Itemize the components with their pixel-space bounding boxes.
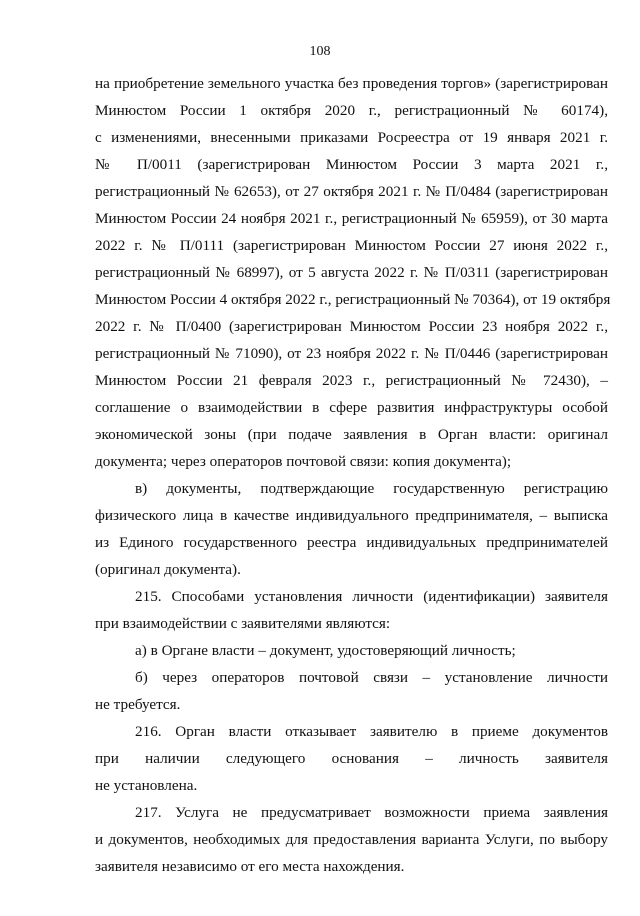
- text-line: 217. Услуга не предусматривает возможности приема заявления: [135, 804, 608, 821]
- text-line: Минюстом России 21 февраля 2023 г., регистрационный № 72430), –: [95, 372, 608, 389]
- text-line: 2022 г. № П/0400 (зарегистрирован Минюстом России 23 ноября 2022 г.,: [95, 318, 608, 335]
- text-line: регистрационный № 71090), от 23 ноября 2022 г. № П/0446 (зарегистрирован: [95, 345, 608, 362]
- text-line: физического лица в качестве индивидуального предпринимателя, – выписка: [95, 507, 608, 524]
- text-line: № П/0011 (зарегистрирован Минюстом России 3 марта 2021 г.,: [95, 156, 608, 173]
- text-line: (оригинал документа).: [95, 561, 241, 578]
- text-line: экономической зоны (при подаче заявления в Орган власти: оригинал: [95, 426, 608, 443]
- text-line: Минюстом России 4 октября 2022 г., регистрационный № 70364), от 19 октября: [95, 291, 611, 308]
- text-line: а) в Органе власти – документ, удостоверяющий личность;: [135, 642, 516, 659]
- text-line: и документов, необходимых для предоставления варианта Услуги, по выбору: [95, 831, 608, 848]
- text-line: при наличии следующего основания – личность заявителя: [95, 750, 608, 767]
- text-line: документа; через операторов почтовой связи: копия документа);: [95, 453, 512, 470]
- text-line: при взаимодействии с заявителями являются:: [95, 615, 391, 632]
- text-line: б) через операторов почтовой связи – установление личности: [135, 669, 608, 686]
- text-line: из Единого государственного реестра индивидуальных предпринимателей: [95, 534, 608, 551]
- text-line: регистрационный № 68997), от 5 августа 2022 г. № П/0311 (зарегистрирован: [95, 264, 608, 281]
- text-line: Минюстом России 24 ноября 2021 г., регистрационный № 65959), от 30 марта: [95, 210, 608, 227]
- text-line: не требуется.: [95, 696, 181, 713]
- text-line: 215. Способами установления личности (идентификации) заявителя: [135, 588, 608, 605]
- text-line: 2022 г. № П/0111 (зарегистрирован Минюстом России 27 июня 2022 г.,: [95, 237, 608, 254]
- text-line: в) документы, подтверждающие государственную регистрацию: [135, 480, 608, 497]
- text-line: 216. Орган власти отказывает заявителю в приеме документов: [135, 723, 608, 740]
- text-line: не установлена.: [95, 777, 198, 794]
- text-line: Минюстом России 1 октября 2020 г., регистрационный № 60174),: [95, 102, 608, 119]
- page-number: 108: [309, 44, 331, 59]
- text-line: соглашение о взаимодействии в сфере развития инфраструктуры особой: [95, 399, 608, 416]
- text-line: с изменениями, внесенными приказами Росреестра от 19 января 2021 г.: [95, 129, 608, 146]
- text-line: регистрационный № 62653), от 27 октября 2021 г. № П/0484 (зарегистрирован: [95, 183, 608, 200]
- text-line: на приобретение земельного участка без проведения торгов» (зарегистрирован: [95, 75, 608, 92]
- text-line: заявителя независимо от его места нахождения.: [95, 858, 405, 875]
